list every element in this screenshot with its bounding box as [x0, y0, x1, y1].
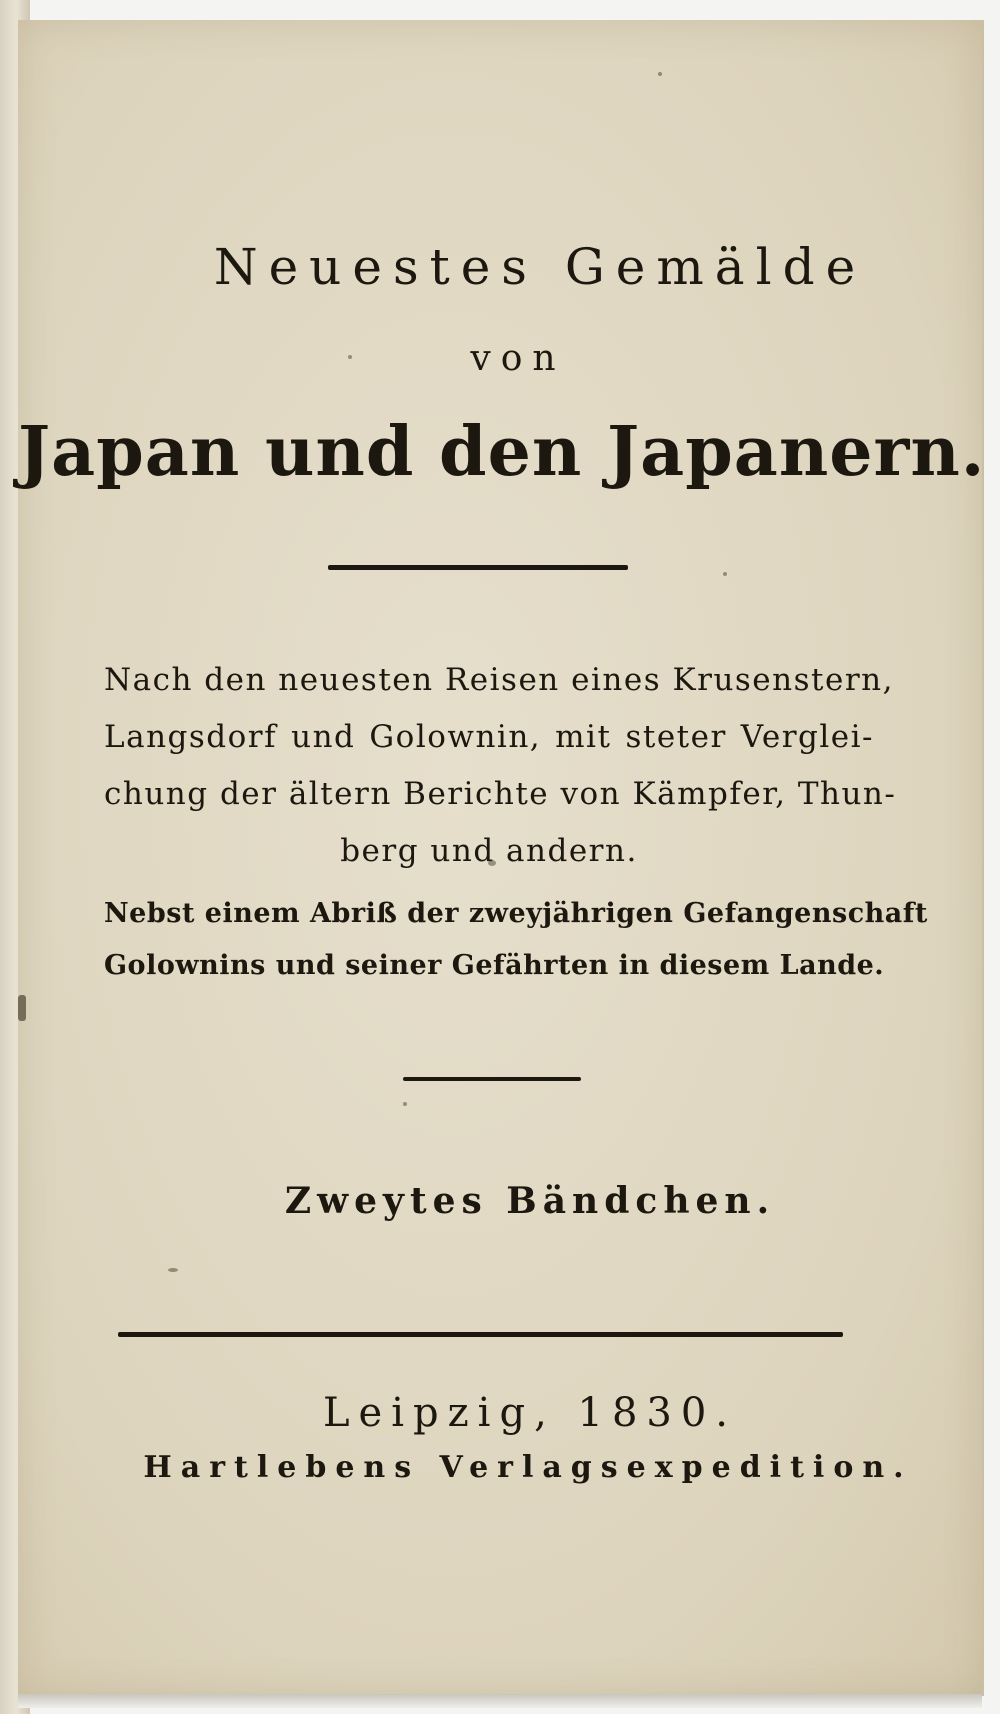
- supplement-line-2: Golownins und seiner Gefährten in diesem Lande.: [104, 950, 885, 981]
- paper-speck: [658, 72, 662, 76]
- page-bottom-edge: [18, 1694, 982, 1708]
- imprint-publisher: Hartlebens Verlagsexpedition.: [143, 1450, 913, 1485]
- supplement-line-1: Nebst einem Abriß der zweyjährigen Gefangenschaft: [104, 898, 928, 929]
- imprint-place-year: Leipzig, 1830.: [322, 1390, 738, 1436]
- paper-speck: [348, 355, 352, 359]
- supplement-paragraph: [104, 888, 928, 992]
- paper-stain: [18, 995, 26, 1021]
- title-line-neuestes-gemaelde: Neuestes Gemälde: [213, 238, 867, 296]
- description-line-3: chung der ältern Berichte von Kämpfer, Thun-: [104, 776, 897, 812]
- description-paragraph: [104, 652, 897, 880]
- description-line-1: Nach den neuesten Reisen eines Krusenstern,: [104, 662, 894, 698]
- title-line-von: von: [470, 338, 566, 379]
- description-line-2: Langsdorf und Golownin, mit steter Verglei-: [104, 719, 874, 755]
- divider-rule-middle: [403, 1077, 581, 1081]
- main-title: Japan und den Japanern.: [18, 412, 986, 492]
- description-line-4: berg und andern.: [340, 833, 638, 869]
- paper-speck: [723, 572, 727, 576]
- paper-speck: [168, 1268, 178, 1272]
- paper-speck: [488, 860, 496, 866]
- divider-rule-bottom: [118, 1332, 843, 1337]
- volume-label: Zweytes Bändchen.: [284, 1180, 776, 1222]
- paper-speck: [403, 1102, 407, 1106]
- title-page: [18, 20, 984, 1696]
- divider-rule-top: [328, 565, 628, 570]
